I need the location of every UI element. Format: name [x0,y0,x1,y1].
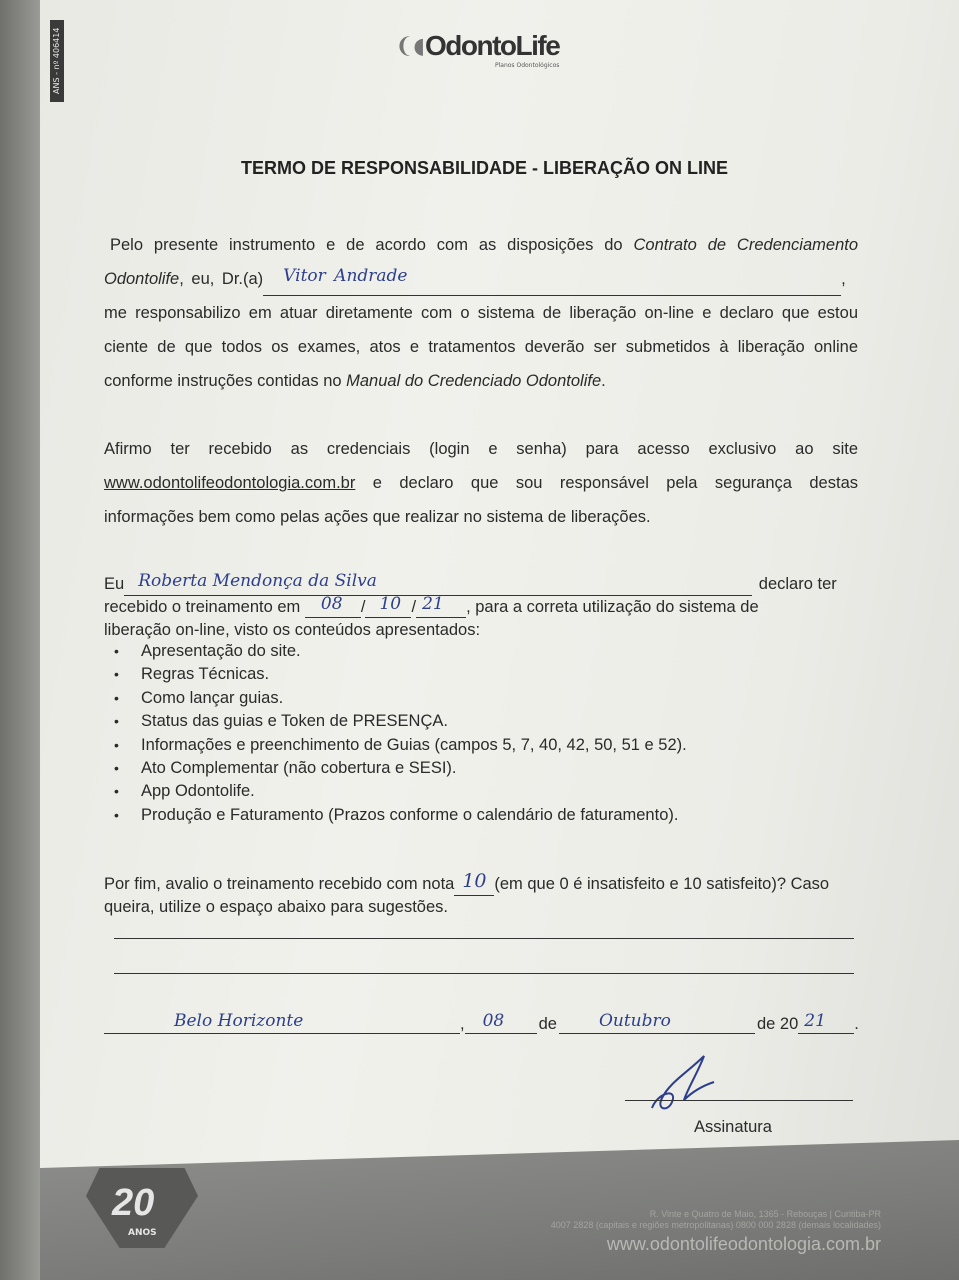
city-field[interactable] [104,1010,460,1034]
document-title: TERMO DE RESPONSABILIDADE - LIBERAÇÃO ON LINE [240,158,729,178]
footer-website: www.odontolifeodontologia.com.br [606,1234,881,1254]
training-day-field[interactable]: 08 [305,598,361,618]
paragraph-credentials [104,432,858,534]
site-link[interactable]: www.odontolifeodontologia.com.br [104,474,356,492]
badge-subtitle: ANOS [128,1228,157,1238]
suggestion-line[interactable] [114,938,854,939]
list-item: • Informações e preenchimento de Guias (campos 5, 7, 40, 42, 50, 51 e 52). [114,734,687,757]
paragraph-line: me responsabilizo em atuar diretamente com o sistema de liberação on-line e declaro que estou [104,304,858,322]
rating-line: Por fim, avalio o treinamento recebido com nota 10 (em que 0 é insatisfeito e 10 satisfeito)? Caso [104,872,864,896]
city-handwritten: Belo Horizonte [174,1011,304,1031]
list-item: • Como lançar guias. [114,687,687,710]
logo-leaf-icon: ❨◖ [395,34,426,59]
handwritten-signature [648,1052,718,1114]
logo-text: OdontoLife [425,30,560,61]
bullet-icon: • [114,643,119,659]
footer-phones: 4007 2828 (capitais e regiões metropolitanas) 0800 000 2828 (demais localidades) [550,1220,881,1230]
bullet-icon: • [114,806,119,823]
signature-label: Assinatura [694,1118,772,1136]
month-field[interactable]: Outubro [559,1010,755,1034]
bullet-icon: • [114,736,119,753]
badge-number: 20 [112,1182,155,1224]
declaration-line: Eu Roberta Mendonça da Silva declaro ter [104,572,864,596]
declaration-line: recebido o treinamento em 08 / 10 / 21 , para a correta utilização do sistema de [104,594,759,616]
day-field[interactable]: 08 [465,1010,537,1034]
bullet-icon: • [114,759,119,776]
trainee-name-handwritten: Roberta Mendonça da Silva [138,571,377,591]
paragraph-line: www.odontolifeodontologia.com.br e declaro que sou responsável pela segurança destas [104,474,858,492]
bullet-icon: • [114,783,119,800]
odontolife-logo [395,28,585,74]
paragraph-line: Odontolife, eu, Dr.(a) Vitor Andrade , [104,262,858,296]
logo-subtitle: Planos Odontológicos [495,62,560,69]
paragraph-line: informações bem como pelas ações que realizar no sistema de liberações. [104,508,651,526]
training-year-field[interactable]: 21 [416,598,466,618]
training-month-field[interactable]: 10 [365,598,411,618]
training-topics-list [114,640,687,827]
training-declaration [104,572,864,642]
bullet-icon: • [114,689,119,706]
declaration-line: liberação on-line, visto os conteúdos apresentados: [104,621,481,639]
bullet-icon: • [114,713,119,730]
footer-address: R. Vinte e Quatro de Maio, 1365 - Rebouças | Curitiba-PR [649,1209,881,1219]
rating-section [104,872,864,918]
paragraph-line: ciente de que todos os exames, atos e tratamentos deverão ser submetidos à liberação online [104,338,858,356]
list-item: • Apresentação do site. [114,640,687,663]
list-item: • Regras Técnicas. [114,663,687,686]
ans-registration-tag: ANS - nº 406414 [50,20,64,102]
suggestion-line[interactable] [114,973,854,974]
rating-handwritten: 10 [462,870,487,892]
paragraph-line: Pelo presente instrumento e de acordo com as disposições do Contrato de Credenciamento [110,236,859,254]
background-edge [0,0,40,1280]
dentist-name-handwritten: Vitor Andrade [283,266,408,286]
paragraph-line: Afirmo ter recebido as credenciais (login e senha) para acesso exclusivo ao site [104,440,858,458]
paragraph-contract [104,228,858,398]
list-item: • App Odontolife. [114,780,687,803]
list-item: • Produção e Faturamento (Prazos conforme o calendário de faturamento). [114,804,687,827]
year-field[interactable]: 21 [798,1010,854,1034]
bullet-icon: • [114,666,119,683]
place-date-line: Belo Horizonte , 08 de Outubro de 20 21 . [104,1010,864,1036]
rating-field[interactable] [454,870,494,896]
list-item: • Status das guias e Token de PRESENÇA. [114,710,687,733]
list-item: • Ato Complementar (não cobertura e SESI). [114,757,687,780]
paragraph-line: conforme instruções contidas no Manual do Credenciado Odontolife. [104,372,606,390]
rating-line: queira, utilize o espaço abaixo para sugestões. [104,898,448,916]
signature-line[interactable] [625,1100,853,1101]
